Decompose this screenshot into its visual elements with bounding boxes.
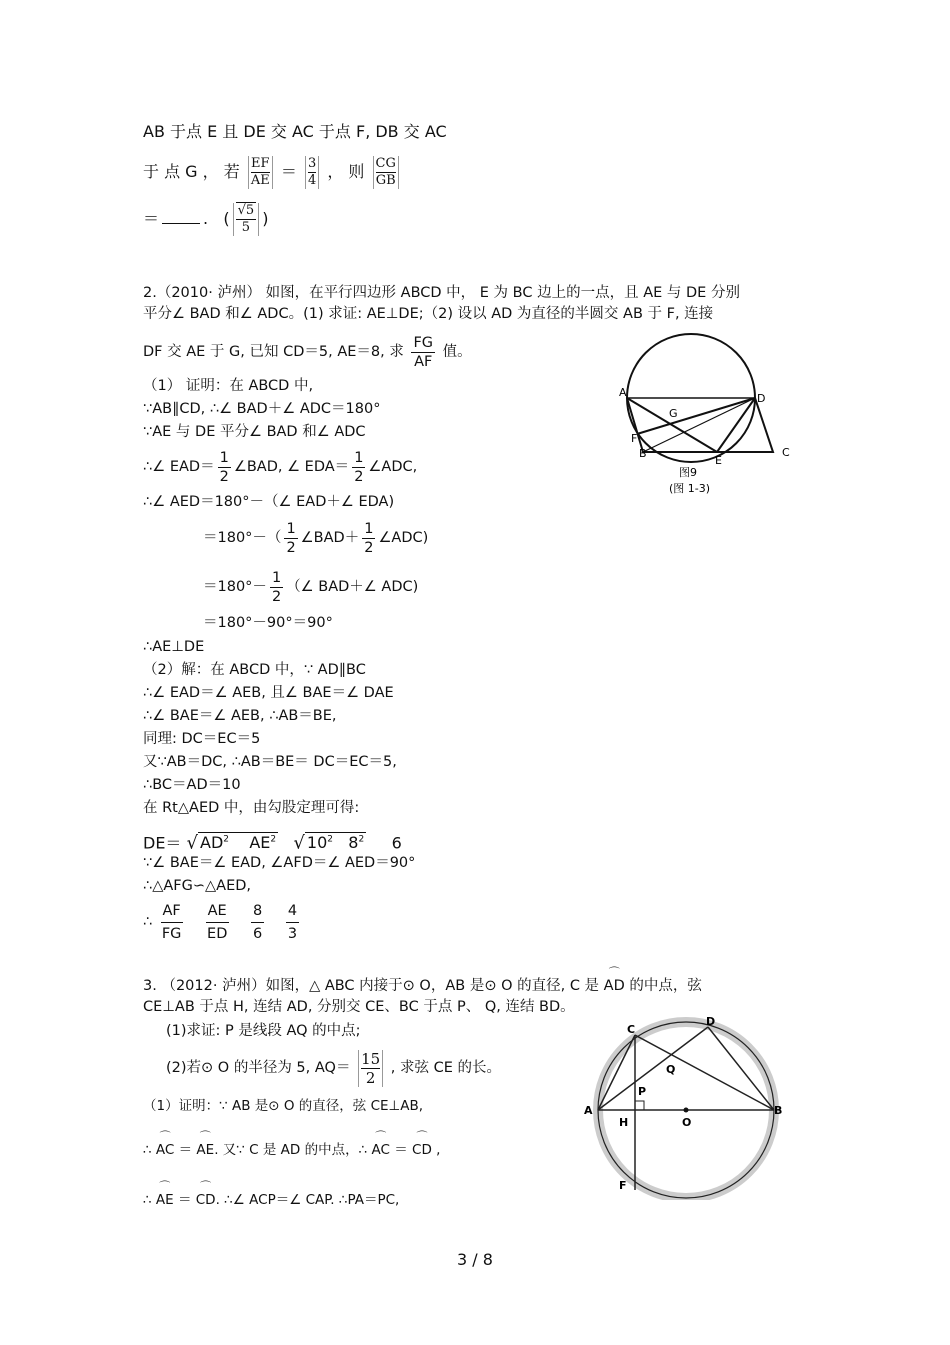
label-c: C [627,1023,636,1036]
q2-proof-4: ∴∠ EAD＝ $\frac{1}{2}$ ∠BAD, ∠ EDA＝ $\frac{1}{2}$ ∠ADC, [143,449,418,485]
label-q: Q [666,1063,676,1076]
q2-sol-10: ∴△AFG∽△AED, [143,878,252,894]
label-h: H [619,1116,629,1129]
q2-proof-9: ∴AE⊥DE [143,639,205,655]
label-b: B [639,447,647,460]
q1-line-1: AB 于点 E 且 DE 交 AC 于点 F, DB 交 AC [143,122,447,141]
label-o: O [682,1116,692,1129]
label-a: A [584,1104,593,1117]
q2-value: 值。 [442,344,472,360]
page-number: 3 / 8 [457,1250,493,1269]
fraction-half: $\frac{1}{2}$ [219,449,229,485]
label-b: B [774,1104,783,1117]
q2-sol-4: 同理: DC＝EC＝5 [143,731,261,747]
q2-proof-1: （1） 证明：在 ABCD 中, [143,378,314,394]
label-c: C [782,446,790,459]
label-g: G [669,407,678,420]
fraction-half: $\frac{1}{2}$ [364,520,374,556]
label-e: E [715,454,722,467]
q2-proof-3: ∵AE 与 DE 平分∠ BAD 和∠ ADC [143,424,366,440]
label-f: F [631,432,638,445]
q2-sol-6: ∴BC＝AD＝10 [143,777,241,793]
figure-parallelogram [615,330,795,500]
equals: ＝ [143,209,160,228]
fraction-half: $\frac{1}{2}$ [271,569,282,605]
q2-proof-2: ∵AB∥CD, ∴∠ BAD＋∠ ADC＝180° [143,401,381,417]
figure-circle [580,1015,790,1200]
period: . [203,209,209,228]
fraction-3-4: $\frac{3}{4}$ [305,156,319,189]
q2-sol-11: ∴ $\frac{AF}{FG}$ $\frac{AE}{ED}$ $\frac{8}{6}$ $\frac{4}{3}$ [143,898,302,946]
q2-line-1: 2.（2010· 泸州） 如图，在平行四边形 ABCD 中， E 为 BC 边上的一点，且 AE 与 DE 分别 [143,285,740,301]
q2-proof-8: ＝180°－90°＝90° [203,615,333,631]
q2-sol-2: ∴∠ EAD＝∠ AEB, 且∠ BAE＝∠ DAE [143,685,394,701]
fraction-15-2: $\frac{15}{2}$ [358,1050,383,1087]
answer-blank [162,209,200,224]
label-f: F [619,1179,627,1192]
q1-line-3 [143,198,268,240]
fraction-fg-af: $\frac{FG}{AF}$ [413,334,434,370]
fraction-half: $\frac{1}{2}$ [354,449,364,485]
arc-ad: ⌒ AD [604,976,625,996]
q2-sol-9: ∵∠ BAE＝∠ EAD, ∠AFD＝∠ AED＝90° [143,855,416,871]
q2-line-2: 平分∠ BAD 和∠ ADC。(1) 求证: AE⊥DE;（2) 设以 AD 为直径的半圆交 AB 于 F, 连接 [143,306,714,322]
q1-line-2 [143,152,402,192]
figure-caption: 图9 [679,466,697,479]
fraction-ef-ae: $\frac{EF}{AE}$ [248,156,273,189]
label-d: D [706,1015,716,1028]
q2-sol-5: 又∵AB＝DC, ∴AB＝BE＝ DC＝EC＝5, [143,754,397,770]
q2-given: DF 交 AE 于 G, 已知 CD＝5, AE＝8, 求 [143,344,404,360]
answer-fraction: $\frac{√5}{5}$ [233,203,260,236]
q3-proof-1: （1）证明：∵ AB 是⊙ O 的直径，弦 CE⊥AB, [143,1098,424,1114]
q2-line-3 [143,332,472,372]
answer-paren: ) [262,209,269,228]
q3-proof-2: ∴ ⌒ AC ＝ ⌒ AE. 又∵ C 是 AD 的中点，∴ ⌒ AC ＝ ⌒ CD , [143,1140,440,1160]
q3-line-1: 3. （2012· 泸州）如图，△ ABC 内接于⊙ O，AB 是⊙ O 的直径, C 是 ⌒ AD 的中点，弦 [143,976,702,996]
q2-proof-7: ＝180°－ $\frac{1}{2}$ （∠ BAD＋∠ ADC) [203,569,419,605]
label-a: A [619,386,627,399]
q2-sol-1: （2）解：在 ABCD 中，∵ AD∥BC [143,662,366,678]
fraction-cg-gb: $\frac{CG}{GB}$ [373,156,399,189]
q2-proof-5: ∴∠ AED＝180°－（∠ EAD＋∠ EDA) [143,494,395,510]
q3-line-3: (1)求证: P 是线段 AQ 的中点; [166,1023,361,1039]
q1-then: ， 则 [327,162,365,181]
figure-caption-sub: (图 1-3) [669,482,711,495]
q2-sol-8: DE＝ √ $AD^2$ $AE^2$ √ $10^2$ $8^2$ 6 [143,832,402,854]
q3-line-4: (2)若⊙ O 的半径为 5, AQ＝ $\frac{15}{2}$ , 求弦 CE 的长。 [166,1049,501,1087]
q2-sol-7: 在 Rt△AED 中，由勾股定理可得: [143,800,360,816]
q3-line-2: CE⊥AB 于点 H, 连结 AD, 分别交 CE、BC 于点 P、 Q, 连结 BD。 [143,999,575,1015]
equals: ＝ [280,162,297,181]
q1-line-2-text: 于 点 G ， 若 [143,162,240,181]
fraction-half: $\frac{1}{2}$ [286,520,296,556]
label-d: D [757,392,766,405]
answer-paren: ( [223,209,230,228]
label-p: P [638,1085,647,1098]
q2-sol-3: ∴∠ BAE＝∠ AEB, ∴AB＝BE, [143,708,337,724]
q2-proof-6: ＝180°－（ $\frac{1}{2}$ ∠BAD＋ $\frac{1}{2}$ ∠ADC) [203,520,429,556]
q3-proof-3: ∴ ⌒ AE ＝ ⌒ CD. ∴∠ ACP＝∠ CAP. ∴PA＝PC, [143,1190,399,1210]
